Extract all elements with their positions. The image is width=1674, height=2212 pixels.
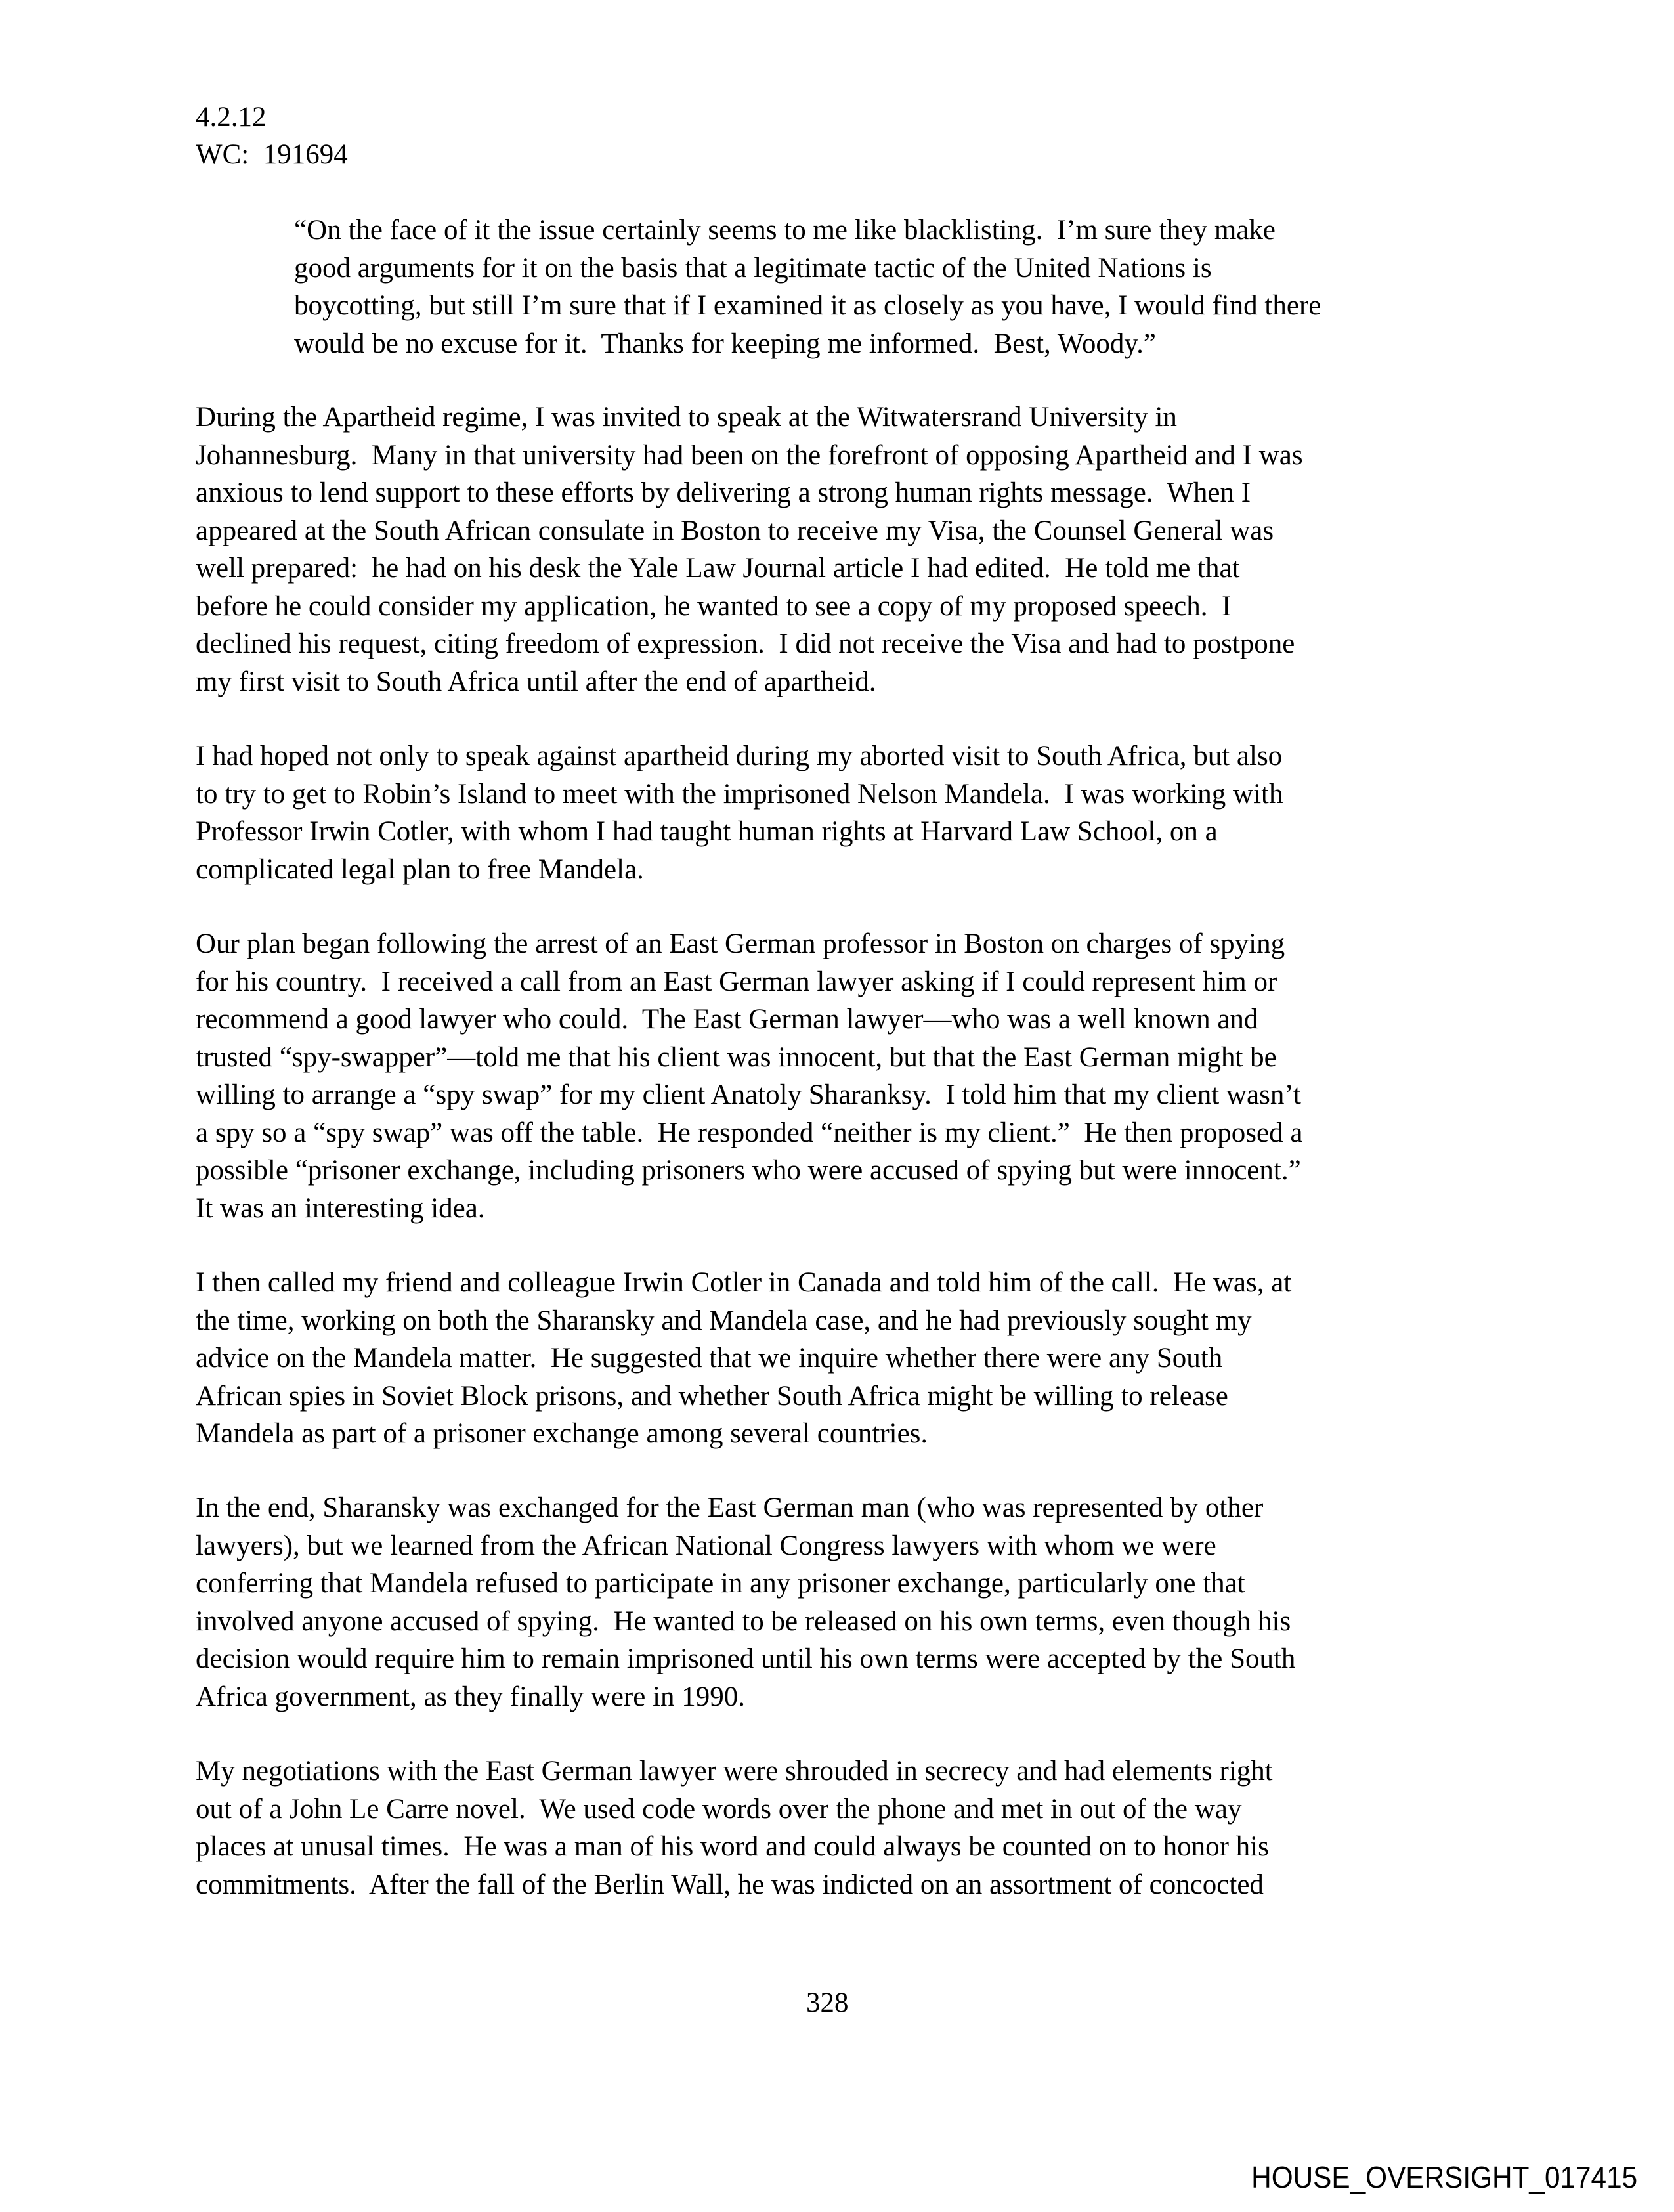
paragraph-line: It was an interesting idea.	[196, 1192, 485, 1224]
paragraph-line: involved anyone accused of spying. He wanted to be released on his own terms, even though his	[196, 1605, 1291, 1637]
quote-line: boycotting, but still I’m sure that if I examined it as closely as you have, I would find there	[294, 290, 1321, 321]
paragraph-line: I then called my friend and colleague Irwin Cotler in Canada and told him of the call. He was, at	[196, 1267, 1292, 1298]
document-header	[196, 98, 348, 173]
bates-number: HOUSE_OVERSIGHT_017415	[1251, 2160, 1637, 2194]
document-date: 4.2.12	[196, 102, 267, 133]
paragraph-line: the time, working on both the Sharansky and Mandela case, and he had previously sought my	[196, 1305, 1252, 1336]
paragraph-line: well prepared: he had on his desk the Yale Law Journal article I had edited. He told me that	[196, 553, 1240, 584]
paragraph-line: recommend a good lawyer who could. The East German lawyer—who was a well known and	[196, 1004, 1258, 1035]
paragraph-line: before he could consider my application, he wanted to see a copy of my proposed speech. I	[196, 590, 1232, 622]
paragraph-line: Mandela as part of a prisoner exchange among several countries.	[196, 1418, 928, 1449]
paragraph-line: willing to arrange a “spy swap” for my client Anatoly Sharanksy. I told him that my client wasn’t	[196, 1079, 1301, 1110]
paragraph-line: Professor Irwin Cotler, with whom I had taught human rights at Harvard Law School, on a	[196, 816, 1218, 847]
word-count: WC: 191694	[196, 139, 348, 170]
quote-line: “On the face of it the issue certainly seems to me like blacklisting. I’m sure they make	[294, 215, 1276, 246]
paragraph-line: advice on the Mandela matter. He suggested that we inquire whether there were any South	[196, 1343, 1223, 1374]
paragraph-apartheid-visa	[196, 399, 1482, 701]
paragraph-east-german-lawyer	[196, 925, 1482, 1227]
paragraph-line: African spies in Soviet Block prisons, and whether South Africa might be willing to release	[196, 1380, 1228, 1412]
paragraph-negotiations	[196, 1752, 1482, 1903]
paragraph-line: During the Apartheid regime, I was invited to speak at the Witwatersrand University in	[196, 402, 1177, 433]
paragraph-line: a spy so a “spy swap” was off the table. He responded “neither is my client.” He then proposed a	[196, 1117, 1303, 1148]
paragraph-irwin-cotler	[196, 1264, 1482, 1453]
quote-line: would be no excuse for it. Thanks for keeping me informed. Best, Woody.”	[294, 328, 1156, 359]
paragraph-line: appeared at the South African consulate in Boston to receive my Visa, the Counsel General was	[196, 515, 1274, 546]
block-quote	[294, 211, 1489, 362]
page-number: 328	[806, 1987, 849, 2018]
paragraph-line: to try to get to Robin’s Island to meet with the imprisoned Nelson Mandela. I was working with	[196, 778, 1283, 810]
paragraph-line: for his country. I received a call from an East German lawyer asking if I could represent him or	[196, 966, 1277, 997]
paragraph-line: trusted “spy-swapper”—told me that his client was innocent, but that the East German might be	[196, 1041, 1277, 1073]
quote-line: good arguments for it on the basis that a legitimate tactic of the United Nations is	[294, 252, 1212, 284]
paragraph-line: In the end, Sharansky was exchanged for the East German man (who was represented by other	[196, 1492, 1264, 1523]
paragraph-line: I had hoped not only to speak against apartheid during my aborted visit to South Africa, but also	[196, 741, 1283, 771]
paragraph-line: possible “prisoner exchange, including prisoners who were accused of spying but were innocent.”	[196, 1155, 1301, 1186]
paragraph-line: out of a John Le Carre novel. We used code words over the phone and met in out of the way	[196, 1793, 1242, 1825]
paragraph-line: Our plan began following the arrest of an East German professor in Boston on charges of spying	[196, 928, 1285, 959]
paragraph-line: declined his request, citing freedom of expression. I did not receive the Visa and had to postpone	[196, 628, 1295, 659]
paragraph-line: My negotiations with the East German lawyer were shrouded in secrecy and had elements right	[196, 1756, 1273, 1787]
paragraph-mandela-plan	[196, 737, 1482, 888]
paragraph-line: places at unusal times. He was a man of his word and could always be counted on to honor his	[196, 1831, 1269, 1862]
paragraph-line: conferring that Mandela refused to participate in any prisoner exchange, particularly one that	[196, 1568, 1245, 1599]
paragraph-line: decision would require him to remain imprisoned until his own terms were accepted by the South	[196, 1643, 1296, 1674]
paragraph-line: my first visit to South Africa until after the end of apartheid.	[196, 666, 876, 697]
paragraph-line: Africa government, as they finally were in 1990.	[196, 1681, 746, 1712]
paragraph-sharansky-exchange	[196, 1489, 1482, 1716]
paragraph-line: lawyers), but we learned from the African National Congress lawyers with whom we were	[196, 1530, 1216, 1561]
paragraph-line: Johannesburg. Many in that university had been on the forefront of opposing Apartheid and I was	[196, 439, 1303, 471]
paragraph-line: anxious to lend support to these efforts by delivering a strong human rights message. When I	[196, 477, 1251, 508]
paragraph-line: commitments. After the fall of the Berlin Wall, he was indicted on an assortment of concocted	[196, 1869, 1264, 1900]
paragraph-line: complicated legal plan to free Mandela.	[196, 854, 644, 885]
